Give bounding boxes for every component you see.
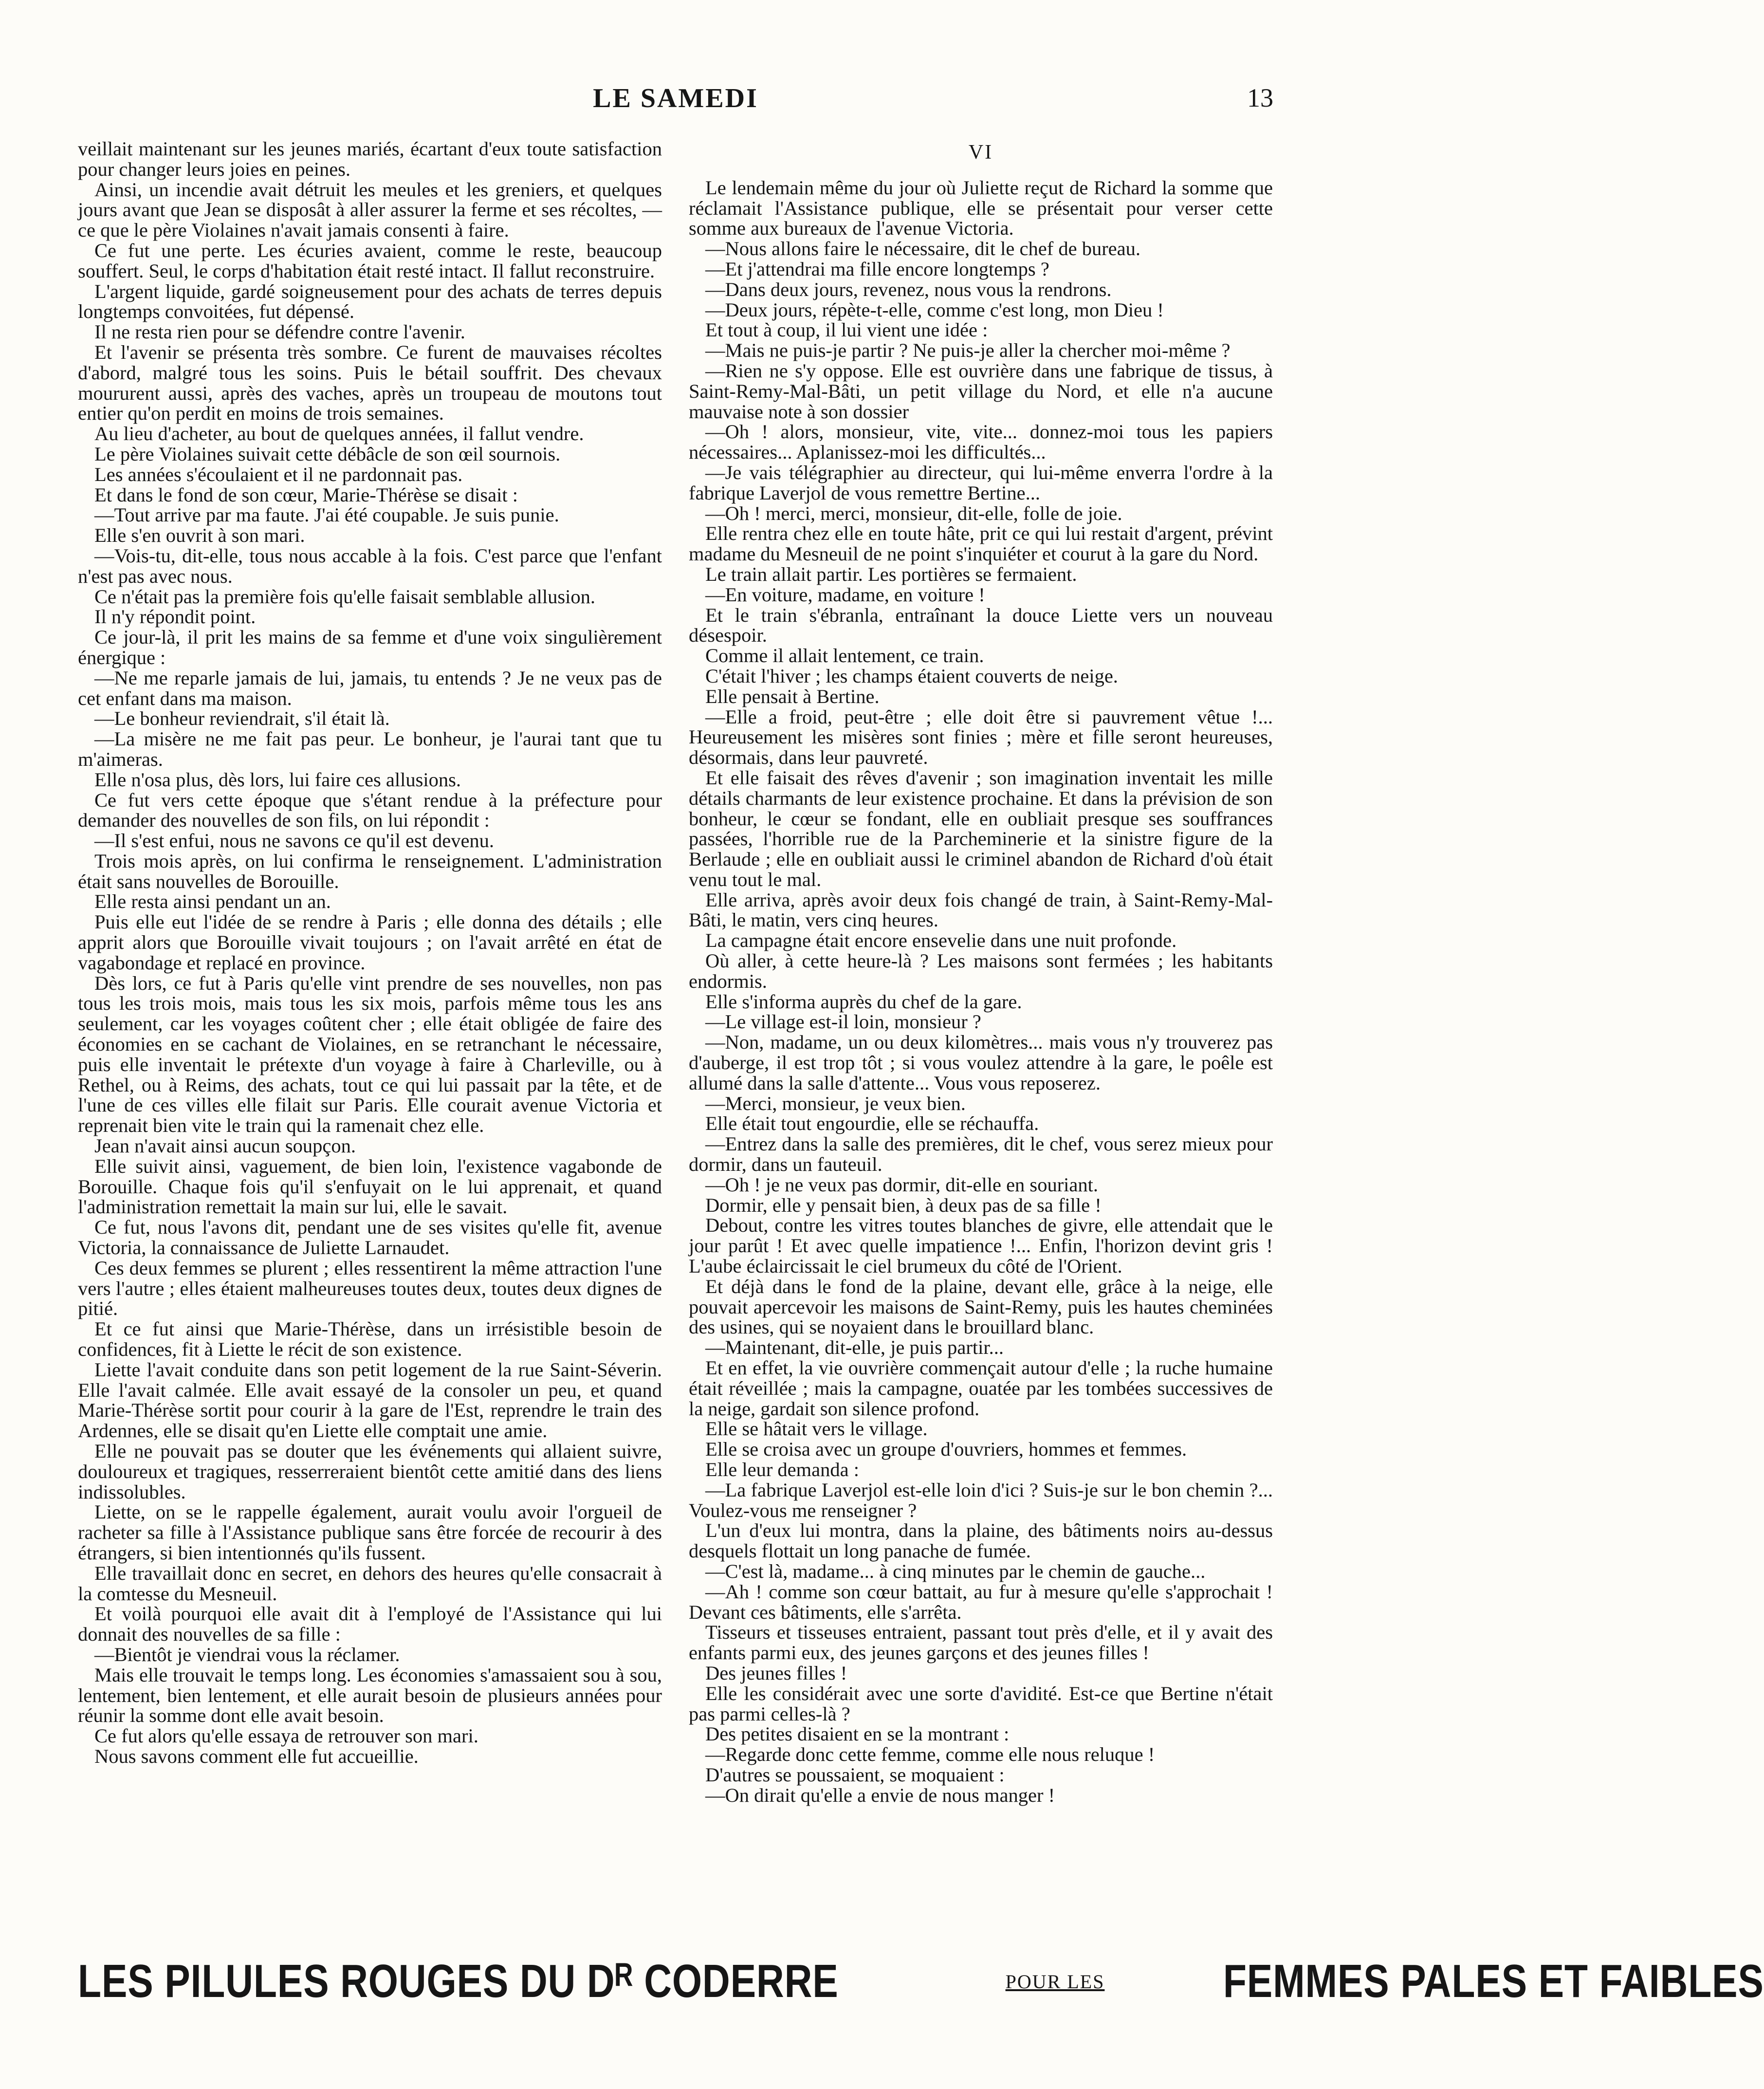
paragraph: Elle se hâtait vers le village. bbox=[705, 1418, 928, 1440]
paragraph: —Regarde donc cette femme, comme elle nous reluque ! bbox=[705, 1743, 1155, 1766]
paragraph: Des jeunes filles ! bbox=[705, 1662, 847, 1684]
footer-advertisement bbox=[78, 1955, 1764, 2008]
paragraph: Et le train s'ébranla, entraînant la douce Liette vers un nouveau désespoir. bbox=[689, 604, 1273, 647]
paragraph: Il n'y répondit point. bbox=[94, 606, 256, 628]
paragraph: Au lieu d'acheter, au bout de quelques années, il fallut vendre. bbox=[94, 423, 584, 445]
paragraph: Et voilà pourquoi elle avait dit à l'employé de l'Assistance qui lui donnait des nouvelles de sa fille : bbox=[78, 1603, 662, 1645]
paragraph: —On dirait qu'elle a envie de nous manger ! bbox=[705, 1784, 1055, 1806]
paragraph: D'autres se poussaient, se moquaient : bbox=[705, 1763, 1005, 1786]
paragraph: Elle rentra chez elle en toute hâte, prit ce qui lui restait d'argent, prévint madame du Mesneuil de ne point s'inquiéter et courut à la gare du Nord. bbox=[689, 522, 1273, 565]
paragraph: —Ne me reparle jamais de lui, jamais, tu entends ? Je ne veux pas de cet enfant dans ma maison. bbox=[78, 666, 662, 709]
paragraph: Puis elle eut l'idée de se rendre à Paris ; elle donna des détails ; elle apprit alors que Borouille vivait toujours ; on l'avait arrêté en état de vagabondage et replacé en province. bbox=[78, 911, 662, 974]
paragraph: Et en effet, la vie ouvrière commençait autour d'elle ; la ruche humaine était réveillée ; mais la campagne, ouatée par les tombées successives de la neige, gardait son silence profond. bbox=[689, 1357, 1273, 1420]
paragraph: Et elle faisait des rêves d'avenir ; son imagination inventait les mille détails charmants de leur existence prochaine. Et dans la prévision de son bonheur, le cœur se fondant, elle en oubliait presque ses souffrances passées, l'horrible rue de la Parcheminerie et la sinistre figure de la Berlaude ; elle en oubliait aussi le criminel abandon de Richard d'où était venu tout le mal. bbox=[689, 766, 1273, 890]
paragraph: —Je vais télégraphier au directeur, qui lui-même enverra l'ordre à la fabrique Laverjol de vous remettre Bertine... bbox=[689, 461, 1273, 504]
paragraph: Dès lors, ce fut à Paris qu'elle vint prendre de ses nouvelles, non pas tous les trois mois, mais tous les six mois, parfois même tous les ans seulement, car les voyages coûtent cher ; elle était obligée de faire des économies en se cachant de Violaines, en se retranchant le nécessaire, puis elle inventait le prétexte d'un voyage à faire à Charleville, ou à Rethel, ou à Reims, des achats, tout ce qui lui passait par la tête, et de l'une de ces villes elle filait sur Paris. Elle courait avenue Victoria et reprenait bien vite le train qui la ramenait chez elle. bbox=[78, 972, 662, 1137]
paragraph: Le père Violaines suivait cette débâcle de son œil sournois. bbox=[94, 443, 561, 465]
paragraph: —Dans deux jours, revenez, nous vous la rendrons. bbox=[705, 278, 1112, 300]
paragraph: Trois mois après, on lui confirma le renseignement. L'administration était sans nouvelles de Borouille. bbox=[78, 850, 662, 892]
paragraph: —Non, madame, un ou deux kilomètres... mais vous n'y trouverez pas d'auberge, il est trop tôt ; si vous voulez attendre à la gare, le poêle est allumé dans la salle d'attente... Vous vous reposerez. bbox=[689, 1031, 1273, 1094]
paragraph: Elle n'osa plus, dès lors, lui faire ces allusions. bbox=[94, 768, 461, 791]
paragraph: —Le bonheur reviendrait, s'il était là. bbox=[94, 707, 390, 730]
paragraph: veillait maintenant sur les jeunes mariés, écartant d'eux toute satisfaction pour changer leurs joies en peines. bbox=[78, 138, 662, 180]
paragraph: Le lendemain même du jour où Juliette reçut de Richard la somme que réclamait l'Assistance publique, elle se présentait pour verser cette somme aux bureaux de l'avenue Victoria. bbox=[689, 176, 1273, 240]
paragraph: —Deux jours, répète-t-elle, comme c'est long, mon Dieu ! bbox=[705, 298, 1164, 321]
chapter-heading: VI bbox=[968, 141, 993, 164]
paragraph: L'argent liquide, gardé soigneusement pour des achats de terres depuis longtemps convoitées, fut dépensé. bbox=[78, 280, 662, 323]
ad-pills-name: LES PILULES ROUGES DU Dᴿ CODERRE bbox=[78, 1955, 839, 2007]
paragraph: L'un d'eux lui montra, dans la plaine, des bâtiments noirs au-dessus desquels flottait un long panache de fumée. bbox=[689, 1519, 1273, 1562]
paragraph: Et tout à coup, il lui vient une idée : bbox=[705, 319, 988, 341]
masthead-title: LE SAMEDI bbox=[593, 83, 758, 113]
paragraph: Le train allait partir. Les portières se fermaient. bbox=[705, 563, 1077, 585]
page-number: 13 bbox=[1247, 83, 1273, 112]
paragraph: Des petites disaient en se la montrant : bbox=[705, 1723, 1010, 1745]
paragraph: —Oh ! alors, monsieur, vite, vite... donnez-moi tous les papiers nécessaires... Aplanissez-moi les difficultés... bbox=[689, 421, 1273, 463]
paragraph: Il ne resta rien pour se défendre contre l'avenir. bbox=[94, 321, 465, 343]
paragraph: Et ce fut ainsi que Marie-Thérèse, dans un irrésistible besoin de confidences, fit à Liette le récit de son existence. bbox=[78, 1318, 662, 1361]
paragraph: Elle leur demanda : bbox=[705, 1459, 859, 1480]
paragraph: —Bientôt je viendrai vous la réclamer. bbox=[94, 1643, 400, 1665]
paragraph: Ce fut vers cette époque que s'étant rendue à la préfecture pour demander des nouvelles de son fils, on lui répondit : bbox=[78, 789, 662, 832]
paragraph: Ce n'était pas la première fois qu'elle faisait semblable allusion. bbox=[94, 585, 596, 608]
ad-connector-text: POUR LES bbox=[1005, 1970, 1105, 1993]
ad-target-audience: FEMMES PALES ET FAIBLES bbox=[1223, 1955, 1764, 2007]
paragraph: C'était l'hiver ; les champs étaient couverts de neige. bbox=[705, 665, 1118, 687]
paragraph: Tisseurs et tisseuses entraient, passant tout près d'elle, et il y avait des enfants parmi eux, des jeunes garçons et des jeunes filles ! bbox=[689, 1621, 1273, 1664]
paragraph: Elle s'informa auprès du chef de la gare. bbox=[705, 990, 1022, 1013]
paragraph: Ce fut une perte. Les écuries avaient, comme le reste, beaucoup souffert. Seul, le corps d'habitation était resté intact. Il fallut reconstruire. bbox=[78, 239, 662, 282]
paragraph: —La fabrique Laverjol est-elle loin d'ici ? Suis-je sur le bon chemin ?... Voulez-vous me renseigner ? bbox=[689, 1479, 1273, 1521]
paragraph: Elle pensait à Bertine. bbox=[705, 685, 880, 707]
paragraph: —Nous allons faire le nécessaire, dit le chef de bureau. bbox=[705, 238, 1141, 260]
paragraph: La campagne était encore ensevelie dans une nuit profonde. bbox=[705, 929, 1177, 952]
paragraph: —Mais ne puis-je partir ? Ne puis-je aller la chercher moi-même ? bbox=[705, 339, 1231, 362]
paragraph: Elle s'en ouvrit à son mari. bbox=[94, 524, 305, 547]
paragraph: Ainsi, un incendie avait détruit les meules et les greniers, et quelques jours avant que Jean se disposât à aller assurer la ferme et ses récoltes, — ce que le père Violaines n'avait jamais consenti à faire. bbox=[78, 178, 662, 241]
paragraph: Elle travaillait donc en secret, en dehors des heures qu'elle consacrait à la comtesse du Mesneuil. bbox=[78, 1562, 662, 1605]
paragraph: Ce fut alors qu'elle essaya de retrouver son mari. bbox=[94, 1725, 478, 1747]
paragraph: Liette l'avait conduite dans son petit logement de la rue Saint-Séverin. Elle l'avait calmée. Elle avait essayé de la consoler un peu, et quand Marie-Thérèse sortit pour courir à la gare de l'Est, reprendre le train des Ardennes, elle se disait qu'en Liette elle comptait une amie. bbox=[78, 1358, 662, 1442]
paragraph: —Tout arrive par ma faute. J'ai été coupable. Je suis punie. bbox=[94, 504, 559, 526]
paragraph: —Maintenant, dit-elle, je puis partir... bbox=[705, 1336, 1004, 1359]
paragraph: Elle arriva, après avoir deux fois changé de train, à Saint-Remy-Mal-Bâti, le matin, vers cinq heures. bbox=[689, 888, 1273, 931]
paragraph: Et l'avenir se présenta très sombre. Ce furent de mauvaises récoltes d'abord, malgré tous les soins. Puis le bétail souffrit. Des chevaux moururent aussi, après des vaches, après un troupeau de moutons tout entier qu'on perdit en moins de trois semaines. bbox=[78, 341, 662, 425]
paragraph: —C'est là, madame... à cinq minutes par le chemin de gauche... bbox=[705, 1560, 1206, 1582]
paragraph: Nous savons comment elle fut accueillie. bbox=[94, 1745, 419, 1767]
paragraph: —Vois-tu, dit-elle, tous nous accable à la fois. C'est parce que l'enfant n'est pas avec nous. bbox=[78, 544, 662, 587]
paragraph: —Il s'est enfui, nous ne savons ce qu'il est devenu. bbox=[94, 830, 495, 852]
paragraph: Ce jour-là, il prit les mains de sa femme et d'une voix singulièrement énergique : bbox=[78, 626, 662, 668]
paragraph: Elle ne pouvait pas se douter que les événements qui allaient suivre, douloureux et tragiques, resserreraient bientôt cette amitié dans des liens indissolubles. bbox=[78, 1440, 662, 1503]
paragraph: —Rien ne s'y oppose. Elle est ouvrière dans une fabrique de tissus, à Saint-Remy-Mal-Bâti, un petit village du Nord, et elle n'a aucune mauvaise note à son dossier bbox=[689, 359, 1273, 423]
paragraph: Liette, on se le rappelle également, aurait voulu avoir l'orgueil de racheter sa fille à l'Assistance publique sans être forcée de recourir à des étrangers, si bien intentionnés qu'ils fussent. bbox=[78, 1501, 662, 1564]
paragraph: —La misère ne me fait pas peur. Le bonheur, je l'aurai tant que tu m'aimeras. bbox=[78, 728, 662, 770]
left-text-column bbox=[78, 139, 662, 1935]
paragraph: Elle les considérait avec une sorte d'avidité. Est-ce que Bertine n'était pas parmi celles-là ? bbox=[689, 1682, 1273, 1725]
paragraph: Elle resta ainsi pendant un an. bbox=[94, 890, 331, 913]
paragraph: Debout, contre les vitres toutes blanches de givre, elle attendait que le jour parût ! Et avec quelle impatience !... Enfin, l'horizon devint gris ! L'aube éclaircissait le ciel brumeux du côté de l'Orient. bbox=[689, 1214, 1273, 1277]
paragraph: —Et j'attendrai ma fille encore longtemps ? bbox=[705, 258, 1049, 280]
paragraph: Mais elle trouvait le temps long. Les économies s'amassaient sou à sou, lentement, bien lentement, et elle aurait besoin de plusieurs années pour réunir la somme dont elle avait besoin. bbox=[78, 1664, 662, 1727]
paragraph: Et dans le fond de son cœur, Marie-Thérèse se disait : bbox=[94, 483, 518, 506]
paragraph: Elle était tout engourdie, elle se réchauffa. bbox=[705, 1112, 1039, 1135]
paragraph: —En voiture, madame, en voiture ! bbox=[705, 583, 985, 606]
paragraph: Elle se croisa avec un groupe d'ouvriers, hommes et femmes. bbox=[705, 1438, 1187, 1460]
paragraph: Dormir, elle y pensait bien, à deux pas de sa fille ! bbox=[705, 1194, 1102, 1216]
page-header bbox=[78, 83, 1273, 127]
paragraph: Jean n'avait ainsi aucun soupçon. bbox=[94, 1135, 356, 1157]
paragraph: Où aller, à cette heure-là ? Les maisons sont fermées ; les habitants endormis. bbox=[689, 950, 1273, 992]
paragraph: —Merci, monsieur, je veux bien. bbox=[705, 1092, 966, 1114]
paragraph: —Oh ! merci, merci, monsieur, dit-elle, folle de joie. bbox=[705, 502, 1122, 524]
paragraph: Comme il allait lentement, ce train. bbox=[705, 645, 984, 667]
paragraph: —Ah ! comme son cœur battait, au fur à mesure qu'elle s'approchait ! Devant ces bâtiments, elle s'arrêta. bbox=[689, 1580, 1273, 1623]
paragraph: Les années s'écoulaient et il ne pardonnait pas. bbox=[94, 463, 463, 485]
paragraph: —Elle a froid, peut-être ; elle doit être si pauvrement vêtue !... Heureusement les misères sont finies ; mère et fille seront heureuses, désormais, dans leur pauvreté. bbox=[689, 705, 1273, 769]
paragraph: —Le village est-il loin, monsieur ? bbox=[705, 1011, 981, 1033]
paragraph: Ces deux femmes se plurent ; elles ressentirent la même attraction l'une vers l'autre ; elles étaient malheureuses toutes deux, toutes deux dignes de pitié. bbox=[78, 1257, 662, 1320]
paragraph: —Oh ! je ne veux pas dormir, dit-elle en souriant. bbox=[705, 1173, 1099, 1196]
paragraph: Elle suivit ainsi, vaguement, de bien loin, l'existence vagabonde de Borouille. Chaque fois qu'il s'enfuyait on le lui apprenait, et quand l'administration remettait la main sur lui, elle le savait. bbox=[78, 1155, 662, 1218]
paragraph: Et déjà dans le fond de la plaine, devant elle, grâce à la neige, elle pouvait apercevoir les maisons de Saint-Remy, puis les hautes cheminées des usines, qui se noyaient dans le brouillard blanc. bbox=[689, 1275, 1273, 1338]
paragraph: —Entrez dans la salle des premières, dit le chef, vous serez mieux pour dormir, dans un fauteuil. bbox=[689, 1133, 1273, 1176]
right-text-column bbox=[689, 139, 1273, 1935]
paragraph: Ce fut, nous l'avons dit, pendant une de ses visites qu'elle fit, avenue Victoria, la connaissance de Juliette Larnaudet. bbox=[78, 1216, 662, 1259]
